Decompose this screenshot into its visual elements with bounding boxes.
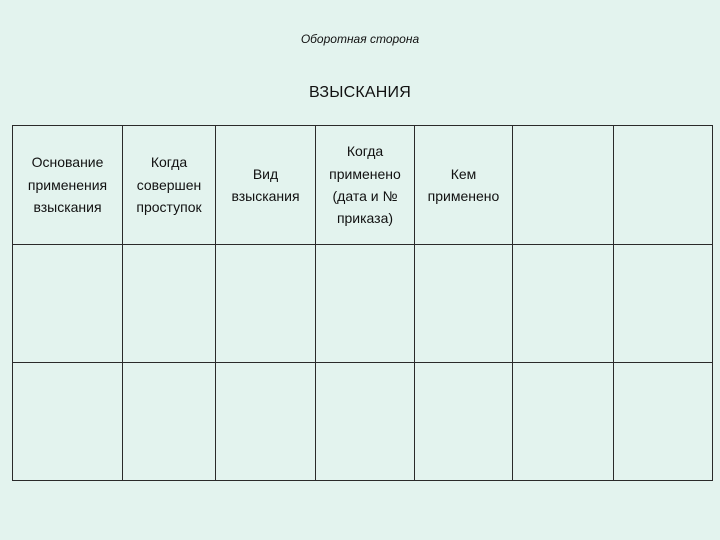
table-cell <box>13 363 123 481</box>
table-cell <box>614 245 713 363</box>
table-cell <box>216 363 316 481</box>
table-cell <box>123 245 216 363</box>
table-row <box>13 363 713 481</box>
table-cell <box>13 245 123 363</box>
page-title: ВЗЫСКАНИЯ <box>309 84 411 101</box>
table-cell <box>316 363 415 481</box>
table-cell <box>415 245 513 363</box>
column-header-penalty-type: Вид взыскания <box>216 126 316 245</box>
page-subtitle: Оборотная сторона <box>300 32 420 46</box>
table-cell <box>513 245 614 363</box>
column-header-blank-7 <box>614 126 713 245</box>
penalty-table <box>12 125 713 481</box>
column-header-offense-date: Когда совершен проступок <box>123 126 216 245</box>
table-header-row <box>13 126 713 245</box>
column-header-applied-by: Кем применено <box>415 126 513 245</box>
table-cell <box>614 363 713 481</box>
table-cell <box>415 363 513 481</box>
column-header-blank-6 <box>513 126 614 245</box>
table-cell <box>123 363 216 481</box>
table-row <box>13 245 713 363</box>
column-header-grounds: Основание применения взыскания <box>13 126 123 245</box>
table-cell <box>513 363 614 481</box>
table-cell <box>316 245 415 363</box>
column-header-applied-date: Когда применено (дата и № приказа) <box>316 126 415 245</box>
table-cell <box>216 245 316 363</box>
